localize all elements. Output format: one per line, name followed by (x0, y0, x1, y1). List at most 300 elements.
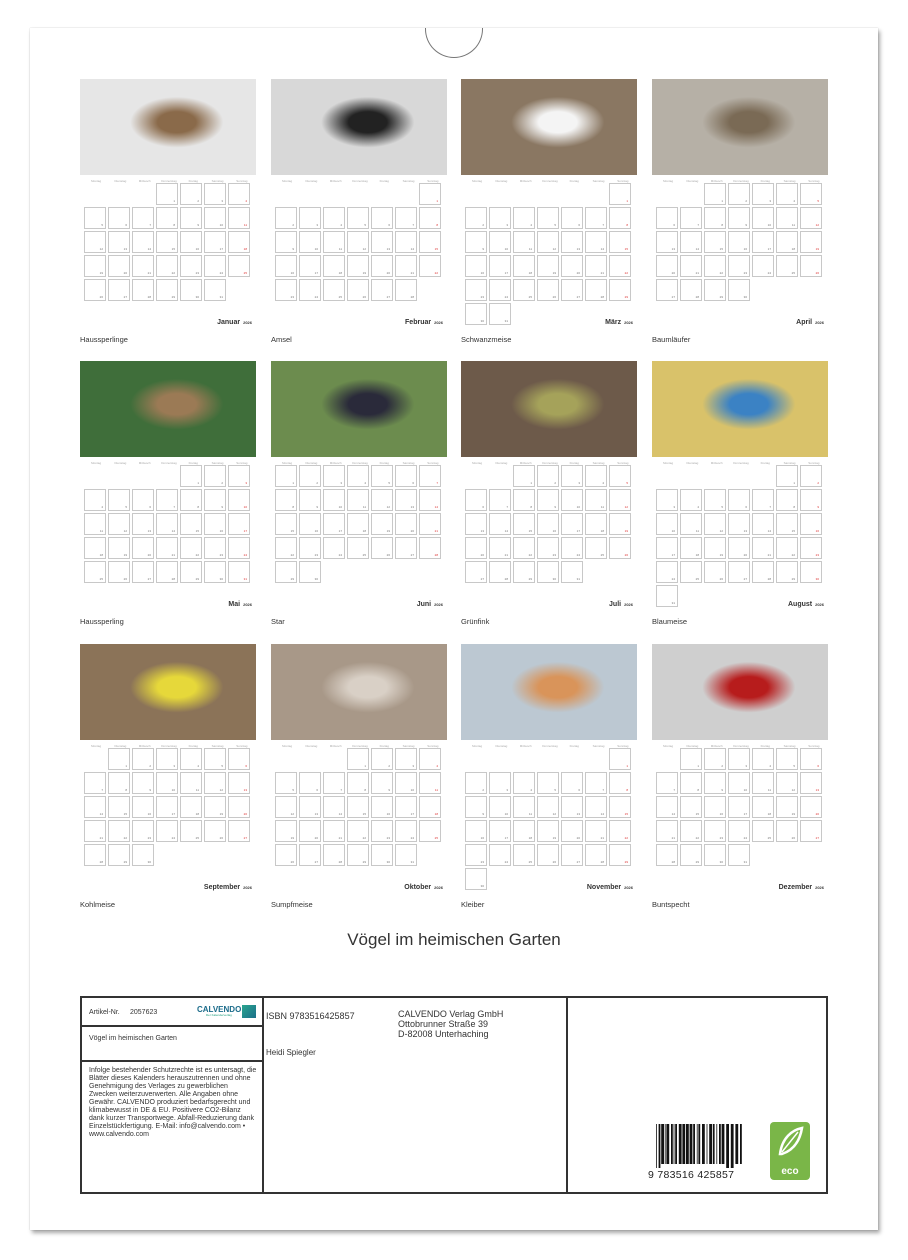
day-number: 14 (410, 247, 414, 251)
day-number: 3 (769, 199, 771, 203)
day-cell (156, 489, 178, 511)
day-number: 5 (101, 223, 103, 227)
day-number: 29 (624, 860, 628, 864)
weekday-label: Dienstag (686, 461, 699, 465)
day-cell (275, 844, 297, 866)
day-number: 9 (482, 247, 484, 251)
day-cell (419, 183, 441, 205)
day-number: 12 (815, 223, 819, 227)
day-cell (465, 207, 487, 229)
day-number: 19 (791, 812, 795, 816)
day-cell (561, 255, 583, 277)
day-number: 29 (719, 295, 723, 299)
day-number: 25 (695, 577, 699, 581)
day-cell (132, 796, 154, 818)
day-number: 31 (504, 319, 508, 323)
day-number: 3 (340, 481, 342, 485)
day-number: 2 (721, 764, 723, 768)
day-cell (656, 279, 678, 301)
day-number: 19 (815, 247, 819, 251)
weekday-label: Freitag (188, 179, 198, 183)
day-number: 6 (245, 764, 247, 768)
month-block (80, 644, 256, 914)
day-cell (299, 465, 321, 487)
day-number: 21 (671, 836, 675, 840)
day-number: 16 (743, 247, 747, 251)
day-cell (323, 796, 345, 818)
day-cell (180, 183, 202, 205)
weekday-label: Mittwoch (138, 179, 151, 183)
month-label: April (796, 319, 813, 326)
day-number: 21 (767, 553, 771, 557)
weekday-label: Montag (663, 461, 674, 465)
day-number: 19 (552, 836, 556, 840)
day-number: 17 (171, 812, 175, 816)
day-cell (204, 465, 226, 487)
day-cell (776, 513, 798, 535)
day-number: 20 (576, 271, 580, 275)
day-cell (561, 465, 583, 487)
day-cell (180, 279, 202, 301)
day-number: 4 (340, 223, 342, 227)
day-number: 15 (362, 812, 366, 816)
day-number: 28 (171, 577, 175, 581)
day-number: 9 (388, 788, 390, 792)
day-cell (108, 748, 130, 770)
day-cell (704, 772, 726, 794)
day-cell (609, 796, 631, 818)
day-cell (776, 561, 798, 583)
day-number: 1 (173, 199, 175, 203)
day-number: 29 (791, 577, 795, 581)
day-cell (419, 796, 441, 818)
day-number: 3 (673, 505, 675, 509)
weekday-label: Donnerstag (161, 179, 177, 183)
day-number: 28 (600, 860, 604, 864)
weekday-label: Mittwoch (519, 744, 532, 748)
day-cell (585, 513, 607, 535)
day-cell (323, 844, 345, 866)
day-number: 21 (99, 836, 103, 840)
sparrow-photo (80, 361, 256, 457)
day-cell (228, 255, 250, 277)
day-number: 20 (386, 271, 390, 275)
calvendo-logo-subtitle: Der Kalenderverlag (206, 1013, 232, 1017)
day-cell (585, 489, 607, 511)
day-cell (561, 820, 583, 842)
month-block (80, 79, 256, 349)
day-cell (609, 844, 631, 866)
day-cell (395, 279, 417, 301)
day-cell (419, 772, 441, 794)
day-cell (537, 513, 559, 535)
day-cell (419, 465, 441, 487)
day-cell (585, 231, 607, 253)
day-number: 13 (576, 247, 580, 251)
day-cell (489, 820, 511, 842)
day-cell (204, 489, 226, 511)
day-number: 11 (767, 788, 771, 792)
day-number: 4 (697, 505, 699, 509)
day-number: 5 (364, 223, 366, 227)
day-number: 24 (338, 553, 342, 557)
day-cell (656, 820, 678, 842)
day-cell (776, 820, 798, 842)
day-number: 5 (125, 505, 127, 509)
day-cell (752, 207, 774, 229)
day-number: 13 (147, 529, 151, 533)
day-number: 29 (528, 577, 532, 581)
weekday-label: Samstag (402, 179, 415, 183)
weekday-label: Montag (663, 179, 674, 183)
day-cell (465, 844, 487, 866)
day-number: 16 (195, 247, 199, 251)
day-number: 5 (554, 788, 556, 792)
day-cell (371, 844, 393, 866)
day-cell (609, 820, 631, 842)
barcode-bar (740, 1124, 742, 1164)
day-number: 22 (695, 836, 699, 840)
day-number: 24 (314, 295, 318, 299)
day-cell (299, 513, 321, 535)
calvendo-logo-text: CALVENDO (197, 1005, 242, 1014)
day-cell (752, 537, 774, 559)
day-cell (609, 183, 631, 205)
day-number: 8 (364, 788, 366, 792)
month-name (405, 319, 443, 326)
day-number: 15 (695, 812, 699, 816)
day-cell (371, 207, 393, 229)
day-number: 7 (673, 788, 675, 792)
day-number: 14 (695, 247, 699, 251)
day-cell (347, 489, 369, 511)
day-cell (609, 748, 631, 770)
day-number: 16 (552, 529, 556, 533)
day-cell (465, 303, 487, 325)
month-name (228, 601, 252, 608)
day-number: 12 (290, 812, 294, 816)
day-number: 17 (314, 271, 318, 275)
day-cell (513, 255, 535, 277)
weekday-label: Freitag (569, 179, 579, 183)
day-cell (656, 513, 678, 535)
day-number: 30 (314, 577, 318, 581)
great-tit-photo (80, 644, 256, 740)
day-cell (108, 255, 130, 277)
day-number: 26 (552, 860, 556, 864)
month-name (587, 884, 633, 891)
day-cell (704, 537, 726, 559)
day-number: 23 (386, 836, 390, 840)
day-number: 21 (600, 271, 604, 275)
day-cell (537, 537, 559, 559)
month-year: 2026 (815, 602, 824, 607)
barcode-bar (716, 1124, 717, 1164)
weekday-label: Mittwoch (710, 744, 723, 748)
day-cell (465, 231, 487, 253)
day-cell (776, 207, 798, 229)
barcode-bar (707, 1124, 708, 1164)
calvendo-logo-icon (242, 1005, 256, 1018)
day-number: 3 (245, 481, 247, 485)
bird-caption: Star (271, 617, 285, 626)
day-number: 8 (292, 505, 294, 509)
day-cell (680, 513, 702, 535)
day-cell (228, 465, 250, 487)
month-year: 2026 (815, 885, 824, 890)
day-number: 8 (626, 788, 628, 792)
day-cell (323, 231, 345, 253)
day-cell (609, 207, 631, 229)
day-cell (609, 279, 631, 301)
day-number: 25 (338, 295, 342, 299)
day-cell (371, 513, 393, 535)
day-cell (228, 561, 250, 583)
day-number: 9 (817, 505, 819, 509)
day-number: 9 (292, 247, 294, 251)
day-number: 10 (767, 223, 771, 227)
month-year: 2026 (434, 885, 443, 890)
weekday-label: Montag (91, 461, 102, 465)
day-cell (704, 255, 726, 277)
day-number: 15 (290, 529, 294, 533)
day-cell (180, 255, 202, 277)
day-cell (656, 255, 678, 277)
day-number: 26 (99, 295, 103, 299)
weekday-label: Mittwoch (710, 179, 723, 183)
weekday-label: Montag (472, 461, 483, 465)
day-cell (561, 844, 583, 866)
day-cell (489, 513, 511, 535)
weekday-label: Sonntag (427, 179, 439, 183)
day-number: 18 (338, 271, 342, 275)
weekday-label: Donnerstag (733, 744, 749, 748)
bird-caption: Amsel (271, 335, 292, 344)
month-label: Mai (228, 601, 241, 608)
eco-badge (770, 1122, 810, 1180)
barcode-bar (719, 1124, 721, 1164)
day-cell (180, 561, 202, 583)
day-number: 23 (219, 553, 223, 557)
day-number: 6 (482, 505, 484, 509)
day-number: 1 (626, 764, 628, 768)
day-cell (728, 820, 750, 842)
day-cell (561, 279, 583, 301)
day-cell (776, 796, 798, 818)
weekday-label: Samstag (592, 744, 605, 748)
day-number: 14 (767, 529, 771, 533)
day-number: 24 (410, 836, 414, 840)
day-number: 17 (338, 529, 342, 533)
day-number: 14 (99, 812, 103, 816)
day-cell (776, 255, 798, 277)
weekday-label: Montag (472, 179, 483, 183)
day-number: 13 (314, 812, 318, 816)
month-name (217, 319, 252, 326)
day-cell (132, 537, 154, 559)
day-cell (371, 231, 393, 253)
day-number: 3 (221, 199, 223, 203)
day-cell (108, 796, 130, 818)
nuthatch-photo (461, 644, 637, 740)
day-cell (561, 489, 583, 511)
day-cell (84, 820, 106, 842)
weekday-label: Dienstag (686, 179, 699, 183)
month-block (271, 361, 447, 631)
day-number: 27 (147, 577, 151, 581)
day-cell (299, 279, 321, 301)
article-label: Artikel-Nr. (89, 1009, 120, 1016)
day-cell (323, 489, 345, 511)
weekday-label: Montag (472, 744, 483, 748)
info-calendar-title: Vögel im heimischen Garten (89, 1035, 177, 1042)
day-cell (204, 279, 226, 301)
weekday-label: Samstag (211, 744, 224, 748)
day-number: 8 (793, 505, 795, 509)
day-cell (513, 844, 535, 866)
day-cell (489, 537, 511, 559)
day-cell (465, 820, 487, 842)
day-cell (656, 231, 678, 253)
day-cell (323, 207, 345, 229)
day-number: 22 (290, 553, 294, 557)
day-cell (299, 207, 321, 229)
publisher-street: Ottobrunner Straße 39 (398, 1019, 489, 1029)
day-cell (204, 255, 226, 277)
day-number: 19 (386, 529, 390, 533)
day-cell (609, 465, 631, 487)
day-number: 9 (221, 505, 223, 509)
day-number: 29 (171, 295, 175, 299)
day-cell (585, 207, 607, 229)
day-cell (275, 279, 297, 301)
month-year: 2026 (243, 320, 252, 325)
day-cell (489, 279, 511, 301)
month-name (796, 319, 824, 326)
day-cell (275, 820, 297, 842)
day-number: 25 (600, 553, 604, 557)
day-number: 15 (791, 529, 795, 533)
weekday-label: Freitag (188, 744, 198, 748)
day-cell (371, 772, 393, 794)
day-cell (704, 748, 726, 770)
day-number: 6 (673, 223, 675, 227)
day-number: 3 (173, 764, 175, 768)
day-number: 2 (388, 764, 390, 768)
day-number: 26 (219, 836, 223, 840)
day-number: 30 (386, 860, 390, 864)
day-cell (680, 207, 702, 229)
day-cell (537, 465, 559, 487)
day-cell (585, 537, 607, 559)
day-cell (228, 820, 250, 842)
day-number: 5 (626, 481, 628, 485)
day-number: 7 (602, 788, 604, 792)
day-cell (776, 537, 798, 559)
day-cell (680, 537, 702, 559)
month-year: 2026 (624, 602, 633, 607)
sparrows-photo (80, 79, 256, 175)
day-cell (776, 772, 798, 794)
day-cell (204, 537, 226, 559)
day-cell (323, 465, 345, 487)
woodpecker-photo (652, 644, 828, 740)
day-cell (585, 279, 607, 301)
day-number: 28 (410, 295, 414, 299)
day-number: 6 (388, 223, 390, 227)
day-cell (84, 513, 106, 535)
day-cell (299, 255, 321, 277)
day-cell (513, 465, 535, 487)
day-number: 5 (817, 199, 819, 203)
day-cell (513, 231, 535, 253)
barcode-bar (709, 1124, 712, 1164)
day-cell (704, 489, 726, 511)
weekday-label: Sonntag (808, 744, 820, 748)
day-cell (728, 772, 750, 794)
day-number: 16 (480, 271, 484, 275)
day-number: 9 (721, 788, 723, 792)
day-cell (275, 231, 297, 253)
day-cell (156, 796, 178, 818)
day-cell (728, 183, 750, 205)
greenfinch-photo (461, 361, 637, 457)
weekday-label: Freitag (569, 744, 579, 748)
weekday-label: Freitag (760, 744, 770, 748)
day-number: 11 (695, 529, 699, 533)
day-cell (680, 796, 702, 818)
weekday-label: Freitag (188, 461, 198, 465)
day-number: 8 (626, 223, 628, 227)
day-number: 16 (147, 812, 151, 816)
day-cell (465, 561, 487, 583)
day-cell (180, 772, 202, 794)
month-block (652, 361, 828, 631)
day-cell (609, 772, 631, 794)
day-number: 10 (171, 788, 175, 792)
day-number: 22 (195, 553, 199, 557)
day-number: 1 (530, 481, 532, 485)
day-number: 24 (671, 577, 675, 581)
day-cell (347, 207, 369, 229)
day-number: 22 (123, 836, 127, 840)
day-number: 3 (506, 223, 508, 227)
day-cell (656, 537, 678, 559)
barcode-image (656, 1124, 744, 1168)
day-cell (465, 489, 487, 511)
day-cell (728, 231, 750, 253)
day-cell (228, 772, 250, 794)
barcode-bar (722, 1124, 725, 1164)
day-number: 21 (504, 553, 508, 557)
day-cell (395, 772, 417, 794)
day-number: 17 (671, 553, 675, 557)
day-cell (704, 513, 726, 535)
day-cell (776, 748, 798, 770)
month-block (80, 361, 256, 631)
day-cell (585, 844, 607, 866)
day-cell (371, 255, 393, 277)
day-cell (752, 796, 774, 818)
day-cell (752, 748, 774, 770)
day-cell (395, 231, 417, 253)
day-cell (489, 231, 511, 253)
day-number: 25 (528, 295, 532, 299)
weekday-label: Donnerstag (352, 179, 368, 183)
day-cell (84, 796, 106, 818)
day-cell (347, 231, 369, 253)
day-number: 25 (243, 271, 247, 275)
